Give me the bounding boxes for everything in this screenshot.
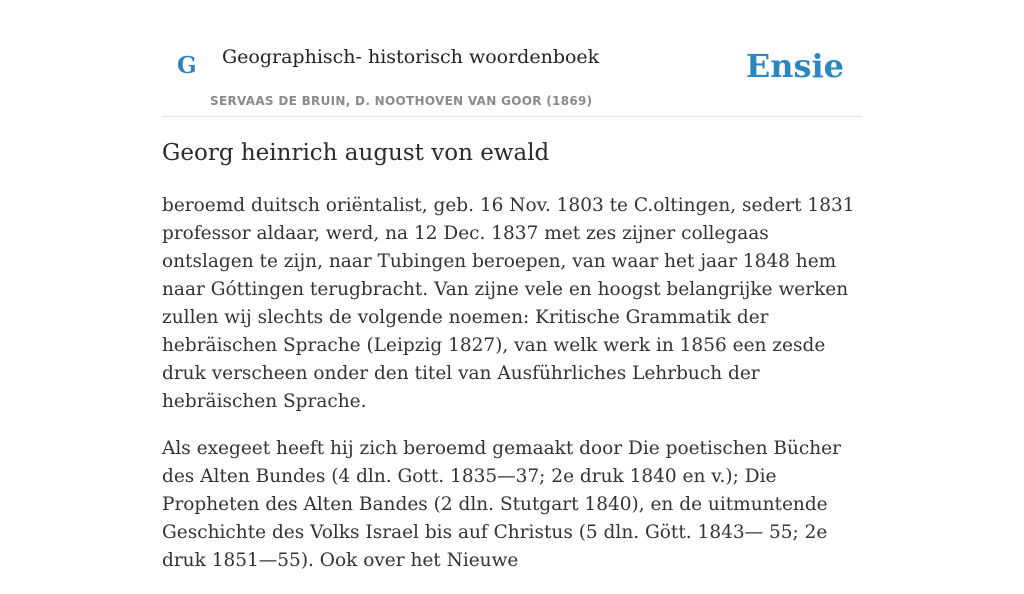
entry-paragraph: beroemd duitsch oriëntalist, geb. 16 Nov. 1803 te C.oltingen, sedert 1831 professor aldaar, werd, na 12 Dec. 1837 met zes zijner collegaas ontslagen te zijn, naar Tubingen beroepen, van waar het jaar 1848 hem naar Góttingen terugbracht. Van zijne vele en hoogst belangrijke werken zullen wij slechts de volgende noemen: Kritische Grammatik der hebräischen Sprache (Leipzig 1827), van welk werk in 1856 een zesde druk verscheen onder den titel van Ausführliches Lehrbuch der hebräischen Sprache. <box>162 195 855 412</box>
entry-title: Georg heinrich august von ewald <box>162 140 550 166</box>
entry-body <box>162 192 864 594</box>
book-title[interactable]: Geographisch- historisch woordenboek <box>222 46 600 68</box>
ensie-logo[interactable]: Ensie <box>745 47 844 85</box>
header <box>162 0 862 117</box>
entry-paragraph: Als exegeet heeft hij zich beroemd gemaakt door Die poetischen Bücher des Alten Bundes (4 dln. Gott. 1835—37; 2e druk 1840 en v.); Die Propheten des Alten Bandes (2 dln. Stutgart 1840), en de uitmuntende Geschichte des Volks Israel bis auf Christus (5 dln. Gött. 1843— 55; 2e druk 1851—55). Ook over het Nieuwe <box>162 438 841 571</box>
letter-badge[interactable]: G <box>177 52 197 79</box>
book-authors: SERVAAS DE BRUIN, D. NOOTHOVEN VAN GOOR (1869) <box>210 94 593 108</box>
